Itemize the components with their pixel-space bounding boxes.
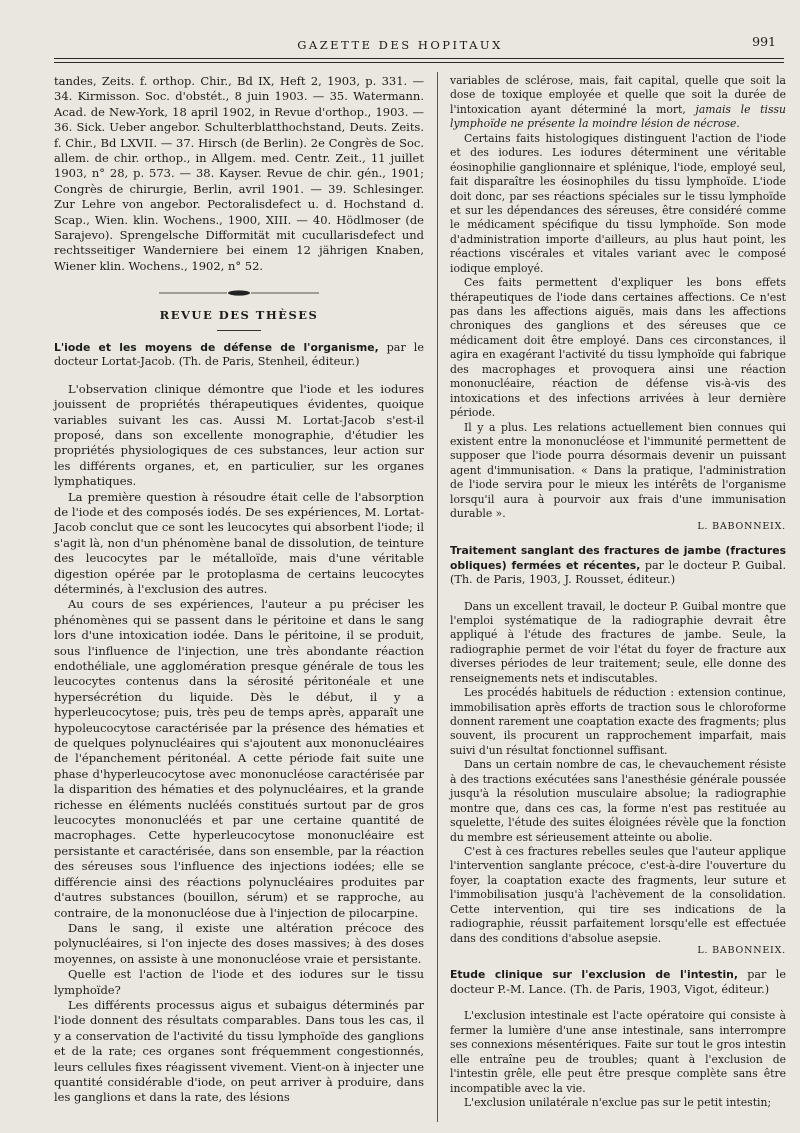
paragraph: L'observation clinique démontre que l'iode et les iodures jouissent de propriétés thérapeutiques évidentes, quoique variables suivant les cas. Aussi M. Lortat-Jacob s'est-il proposé, dans son excellente monographie, d'étudier les propriétés physiologiques de ces substances, leur action sur les différents organes, et, en particulier, sur les organes lymphatiques. <box>54 381 424 489</box>
running-head: GAZETTE DES HOPITAUX <box>297 38 503 52</box>
paragraph: La première question à résoudre était celle de l'absorption de l'iode et des composés iodés. De ses expériences, M. Lortat-Jacob conclut que ce sont les leucocytes qui absorbent l'iode; il s'agit là, non d'un phénomène banal de dissolution, de teinture des leucocytes par le métalloïde, mais d'une véritable digestion opérée par le protoplasma de certains leucocytes déterminés, à l'exclusion des autres. <box>54 489 424 596</box>
review-heading-fractures <box>450 544 786 588</box>
emphasis-text: jamais le tissu lymphoïde ne présente la moindre lésion de nécrose. <box>450 102 786 131</box>
paragraph: L'exclusion unilatérale n'exclue pas sur le petit intestin; <box>464 1096 772 1110</box>
paragraph: Dans le sang, il existe une altération précoce des polynucléaires, si l'on injecte des doses massives; à des doses moyennes, on assiste à une mononucléose vraie et persistante. <box>54 920 424 966</box>
review-title: Etude clinique sur l'exclusion de l'intestin, <box>450 968 738 982</box>
review-title: L'iode et les moyens de défense de l'organisme, <box>54 340 379 354</box>
bibliography-references: tandes, Zeits. f. orthop. Chir., Bd IX, Heft 2, 1903, p. 331. — 34. Kirmisson. Soc. d'obstét., 8 juin 1903. — 35. Watermann. Acad. de New-York, 18 april 1902, in Revue d'orthop., 1903. — 36. Sick. Ueber angebor. Schulterblatthochstand, Deuts. Zeits. f. Chir., Bd LXVII. — 37. Hirsch (de Berlin). 2e Congrès de Soc. allem. de chir. orthop., in Allgem. med. Centr. Zeit., 11 juillet 1903, n° 28, p. 573. — 38. Kayser. Revue de chir. gén., 1901; Congrès de chirurgie, Berlin, avril 1901. — 39. Schlesinger. Zur Lehre von angebor. Pectoralisdefect u. d. Hochstand d. Scap., Wien. klin. Wochens., 1900, XIII. — 40. Hödlmoser (de Sarajevo). Sprengelsche Difformität mit cucullarisdefect und rechtsseitiger Wanderniere bei einem 12 jährigen Knaben, Wiener klin. Wochens., 1902, n° 52. <box>54 74 424 273</box>
section-title: REVUE DES THÈSES <box>159 308 319 323</box>
left-column <box>54 74 424 1106</box>
review-heading-iode <box>54 341 424 370</box>
author-signature: L. BABONNEIX. <box>697 520 786 532</box>
review-citation: par le docteur P. Guibal. (Th. de Paris, 1903, J. Rousset, éditeur.) <box>450 558 786 586</box>
review-citation: par le docteur Lortat-Jacob. (Th. de Paris, Stenheil, éditeur.) <box>54 340 425 369</box>
paragraph: Les procédés habituels de réduction : extension continue, immobilisation après efforts de traction sous le chloroforme donnent rarement une coaptation exacte des fragments; plus souvent, ils procurent un rapprochement imparfait, mais suivi d'un résultat fonctionnel suffisant. <box>450 686 786 757</box>
paragraph: Quelle est l'action de l'iode et des iodures sur le tissu lymphoïde? <box>54 967 424 997</box>
ornament-divider <box>159 290 319 296</box>
page-number: 991 <box>752 34 776 49</box>
paragraph: Dans un certain nombre de cas, le chevauchement résiste à des tractions exécutées sans l'anesthésie générale poussée jusqu'à la résolution musculaire absolue; la radiographie montre que, dans ces cas, la forme n'est pas restituée au squelette, l'étude des suites éloignées révèle que la fonction du membre est sérieusement atteinte ou abolie. <box>450 758 786 844</box>
author-signature: L. BABONNEIX. <box>697 945 786 956</box>
paragraph: Ces faits permettent d'expliquer les bons effets thérapeutiques de l'iode dans certaines affections. Ce n'est pas dans les affections aiguës, mais dans les affections chroniques des ganglions et des séreuses que ce médicament doit être employé. Dans ces circonstances, il agira en exagérant l'activité du tissu lymphoïde qui fabrique des macrophages et provoquera ainsi une réaction mononucléaire, réaction de défense vis-à-vis des intoxications et des infections arrivées à leur dernière période. <box>450 276 786 420</box>
paragraph: Dans un excellent travail, le docteur P. Guibal montre que l'emploi systématique de la radiographie devrait être appliqué à l'étude des fractures de jambe. Seule, la radiographie permet de voir l'état du foyer de fracture aux diverses périodes de leur traitement; seule, elle donne des renseignements nets et indiscutables. <box>450 599 786 685</box>
paragraph: C'est à ces fractures rebelles seules que l'auteur applique l'intervention sanglante précoce, c'est-à-dire l'ouverture du foyer, la coaptation exacte des fragments, leur suture et l'immobilisation jusqu'à l'achèvement de la consolidation. Cette intervention, qui tire ses indications de la radiographie, réussit parfaitement lorsqu'elle est effectuée dans des conditions d'absolue asepsie. <box>450 844 786 945</box>
review-citation: par le docteur P.-M. Lance. (Th. de Paris, 1903, Vigot, éditeur.) <box>450 968 786 996</box>
header-rule-thin <box>54 62 784 63</box>
paragraph: Au cours de ses expériences, l'auteur a pu préciser les phénomènes qui se passent dans le péritoine et dans le sang lors d'une intoxication iodée. Dans le péritoine, il se produit, sous l'influence de l'injection, une très abondante réaction endothéliale, une agglomération presque générale de tous les leucocytes contenus dans la sérosité péritonéale et une hypersécrétion du liquide. Dès le début, il y a hyperleucocytose; puis, très peu de temps après, apparaît une hypoleucocytose caractérisée par la présence des hématies et de quelques polynucléaires qui s'ajoutent aux mononucléaires de l'épanchement péritonéal. A cette période fait suite une phase d'hyperleucocytose avec mononucléose caractérisée par la disparition des hématies et des polynucléaires, et la grande richesse en éléments nucléés constitués surtout par de gros leucocytes mononucléés et par une certaine quantité de macrophages. Cette hyperleucocytose mononucléaire est persistante et caractérisée, dans son ensemble, par la réaction des séreuses sous l'influence des injections iodées; elle se différencie ainsi des réactions polynucléaires produites par d'autres substances (bouillon, sérum) et se rapproche, au contraire, de la mononucléose due à l'injection de pilocarpine. <box>54 597 424 920</box>
right-column <box>450 74 786 1111</box>
paragraph: Certains faits histologiques distinguent l'action de l'iode et des iodures. Les iodures déterminent une véritable éosinophilie ganglionnaire et splénique, l'iode, employé seul, fait disparaître les éosinophiles du tissu lymphoïde. L'iode doit donc, par ses réactions spéciales sur le tissu lymphoïde et sur les dépendances des séreuses, être considéré comme le médicament spécifique du tissu lymphoïde. Son mode d'administration importe d'ailleurs, au plus haut point, les réactions viscérales et vitales variant avec le composé iodique employé. <box>450 131 786 275</box>
section-rule <box>217 330 261 331</box>
paragraph: Les différents processus aigus et subaigus déterminés par l'iode donnent des résultats comparables. Dans tous les cas, il y a conservation de l'activité du tissu lymphoïde des ganglions et de la rate; ces organes sont fréquemment congestionnés, leurs cellules fixes réagissent vivement. Vient-on à injecter une quantité considérable d'iode, on peut arriver à produire, dans les ganglions et dans la rate, des lésions <box>54 997 424 1105</box>
review-title: Traitement sanglant des fractures de jambe (fractures obliques) fermées et récentes, <box>450 544 786 572</box>
header-rule <box>54 58 784 59</box>
paragraph <box>450 74 786 132</box>
paragraph: Il y a plus. Les relations actuellement bien connues qui existent entre la mononucléose et l'immunité permettent de supposer que l'iode pourra désormais devenir un puissant agent d'immunisation. « Dans la pratique, l'administration de l'iode servira pour le mieux les intérêts de l'organisme lorsqu'il aura à pourvoir aux frais d'une immunisation durable ». <box>450 420 786 521</box>
paragraph: L'exclusion intestinale est l'acte opératoire qui consiste à fermer la lumière d'une anse intestinale, sans interrompre ses connexions mésentériques. Faite sur tout le gros intestin elle entraîne peu de troubles; quant à l'exclusion de l'intestin grêle, elle peut être presque complète sans être incompatible avec la vie. <box>450 1009 786 1095</box>
review-heading-intestin <box>450 968 786 997</box>
paragraph-text: variables de sclérose, mais, fait capital, quelle que soit la dose de toxique employée et quelle que soit la durée de l'intoxication ayant déterminé la mort, <box>450 74 786 116</box>
column-divider <box>437 72 438 1122</box>
